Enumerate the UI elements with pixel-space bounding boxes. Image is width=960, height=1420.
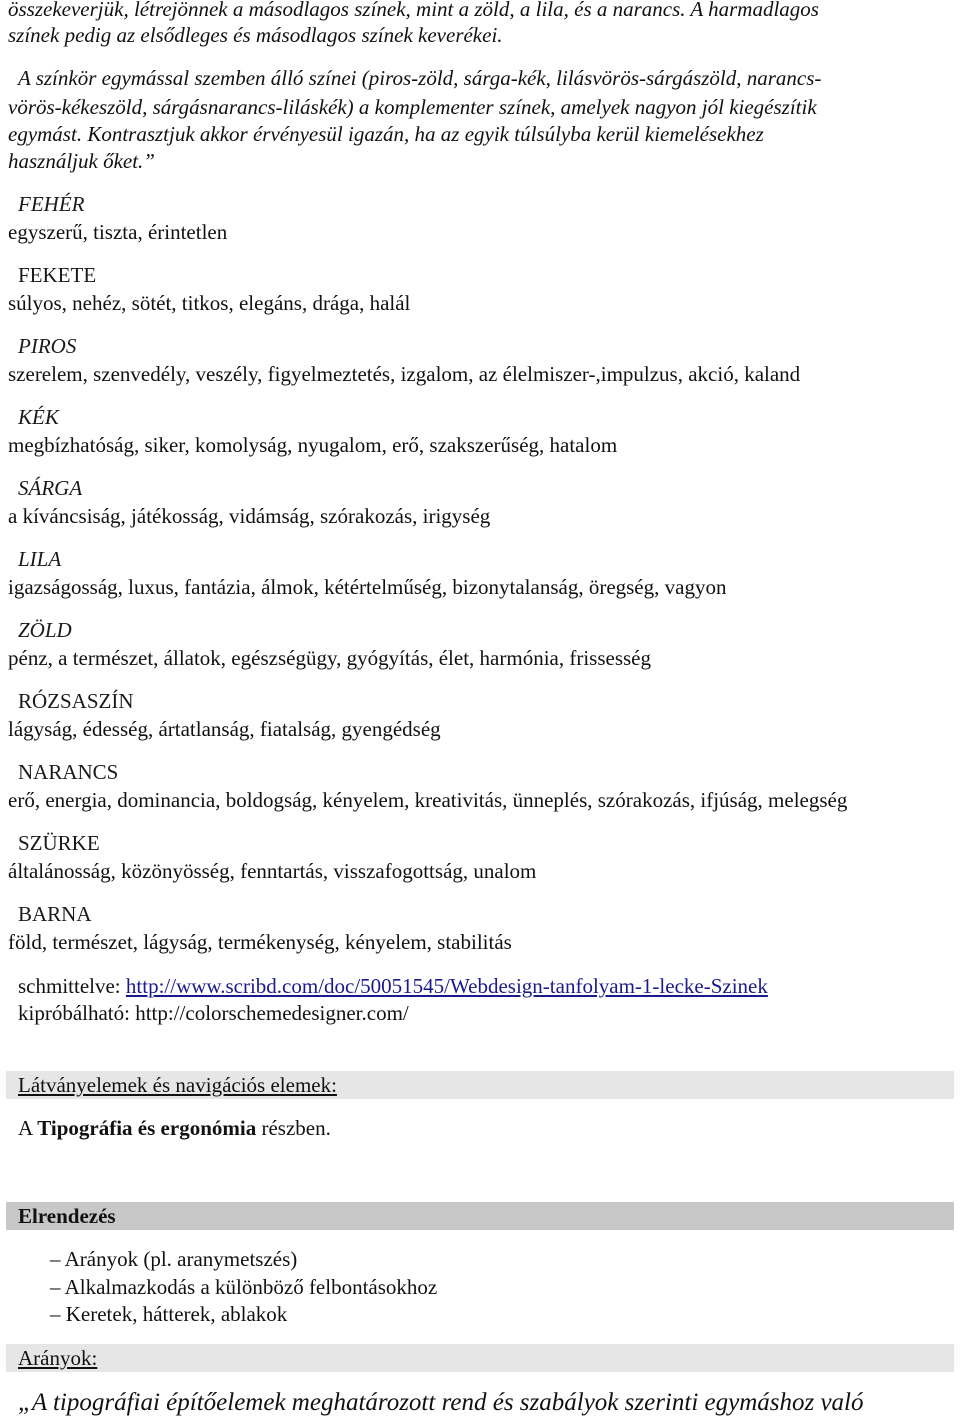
try-line: kipróbálható: http://colorschemedesigner.com/ [18,1001,409,1025]
visual-heading-bar [6,1071,954,1099]
intro-line-2: színek pedig az elsődleges és másodlagos színek keverékei. [8,23,503,47]
color-name-yellow: SÁRGA [18,476,83,500]
color-name-red: PIROS [18,334,77,358]
intro-line-4: vörös-kékeszöld, sárgásnarancs-liláskék) a komplementer színek, amelyek nagyon jól kiegészítik [8,95,817,119]
color-desc-pink: lágyság, édesség, ártatlanság, fiatalság, gyengédség [8,717,441,741]
color-name-purple: LILA [18,547,62,571]
visual-text-pre: A [18,1116,38,1140]
color-name-orange: NARANCS [18,760,119,784]
color-desc-red: szerelem, szenvedély, veszély, figyelmeztetés, izgalom, az élelmiszer-,impulzus, akció, kaland [8,362,801,386]
color-name-white: FEHÉR [18,192,85,216]
source-link[interactable]: http://www.scribd.com/doc/50051545/Webdesign-tanfolyam-1-lecke-Szinek [125,974,768,998]
layout-item: – Keretek, hátterek, ablakok [50,1302,288,1326]
layout-heading: Elrendezés [18,1204,116,1228]
color-name-gray: SZÜRKE [18,831,100,855]
color-desc-purple: igazságosság, luxus, fantázia, álmok, kétértelműség, bizonytalanság, öregség, vagyon [8,575,727,599]
color-desc-orange: erő, energia, dominancia, boldogság, kényelem, kreativitás, ünneplés, szórakozás, ifjúság, melegség [8,788,848,812]
layout-heading-bar [6,1202,954,1230]
ratios-heading: Arányok: [18,1346,98,1370]
color-desc-brown: föld, természet, lágyság, termékenység, kényelem, stabilitás [8,930,512,954]
color-desc-yellow: a kíváncsiság, játékosság, vidámság, szórakozás, irigység [8,504,491,528]
source-line [18,974,768,999]
intro-line-1: összekeverjük, létrejönnek a másodlagos színek, mint a zöld, a lila, és a narancs. A harmadlagos [8,0,819,21]
color-desc-gray: általánosság, közönyösség, fenntartás, visszafogottság, unalom [8,859,537,883]
color-name-brown: BARNA [18,902,92,926]
color-name-pink: RÓZSASZÍN [18,689,134,713]
visual-text [18,1116,331,1141]
ratios-heading-bar [6,1344,954,1372]
color-name-green: ZÖLD [18,618,72,642]
visual-text-post: részben. [256,1116,331,1140]
visual-heading: Látványelemek és navigációs elemek: [18,1073,337,1097]
color-desc-green: pénz, a természet, állatok, egészségügy, gyógyítás, élet, harmónia, frissesség [8,646,652,670]
layout-item: – Arányok (pl. aranymetszés) [50,1247,298,1271]
source-label: schmittelve: [18,974,126,998]
intro-line-6: használjuk őket.” [8,149,155,173]
intro-line-3: A színkör egymással szemben álló színei (piros-zöld, sárga-kék, lilásvörös-sárgászöld, narancs- [18,66,822,90]
color-desc-black: súlyos, nehéz, sötét, titkos, elegáns, drága, halál [8,291,411,315]
layout-item: – Alkalmazkodás a különböző felbontásokhoz [50,1275,438,1299]
ratios-quote: „A tipográfiai építőelemek meghatározott rend és szabályok szerinti egymáshoz való [18,1389,864,1416]
color-name-black: FEKETE [18,263,97,287]
color-desc-white: egyszerű, tiszta, érintetlen [8,220,228,244]
color-desc-blue: megbízhatóság, siker, komolyság, nyugalom, erő, szakszerűség, hatalom [8,433,618,457]
color-name-blue: KÉK [18,405,59,429]
intro-line-5: egymást. Kontrasztjuk akkor érvényesül igazán, ha az egyik túlsúlyba kerül kiemelésekhez [8,122,764,146]
visual-text-bold: Tipográfia és ergonómia [37,1116,257,1140]
